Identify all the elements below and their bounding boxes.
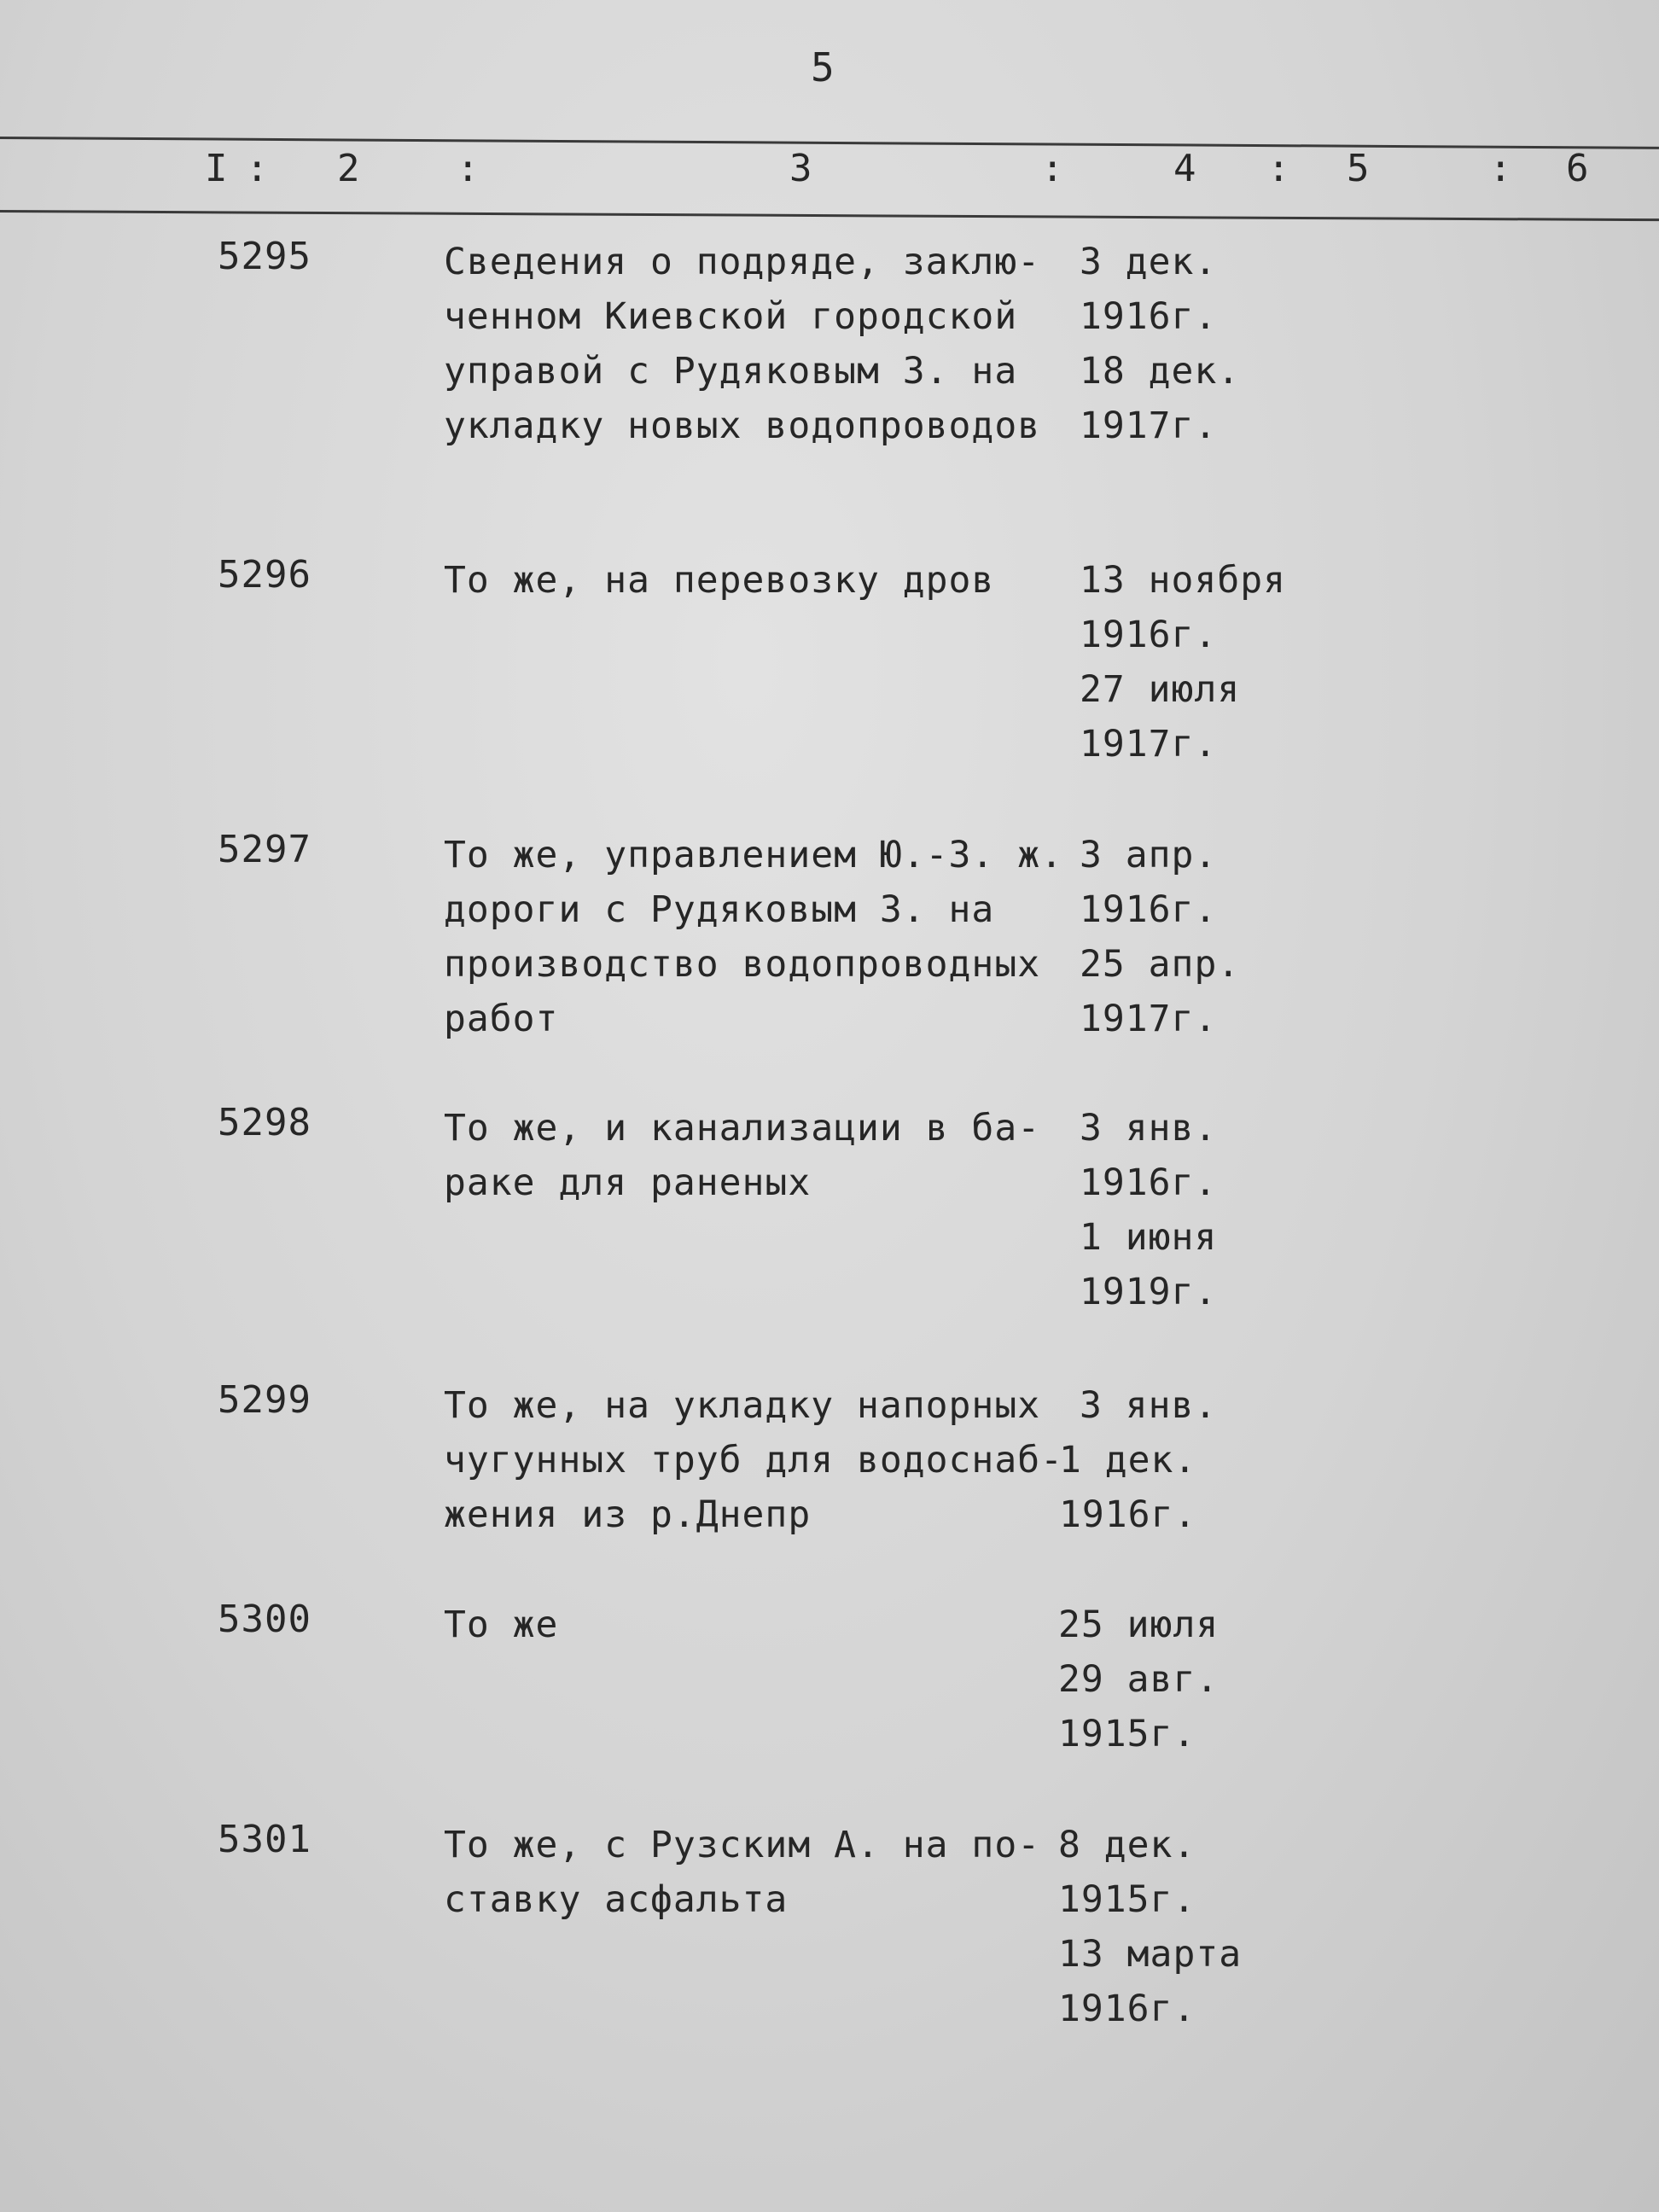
date-line: 29 авг. xyxy=(1058,1658,1220,1701)
description-line: дороги с Рудяковым З. на xyxy=(444,888,995,931)
entry-dates xyxy=(1058,1818,1331,2036)
date-line: 25 апр. xyxy=(1080,943,1241,986)
date-line: 25 июля xyxy=(1058,1604,1220,1646)
description-line: управой с Рудяковым З. на xyxy=(444,350,1018,393)
description-line: То же, с Рузским А. на по- xyxy=(444,1824,1041,1866)
entry-description xyxy=(444,1101,1075,1210)
entry-description xyxy=(444,828,1075,1046)
entry-number: 5298 xyxy=(218,1101,311,1144)
date-line: 13 марта xyxy=(1058,1933,1243,1976)
column-header-5: 5 xyxy=(1347,147,1370,190)
description-line: Сведения о подряде, заклю- xyxy=(444,241,1041,283)
entry-dates xyxy=(1080,828,1353,1046)
date-line: 3 апр. xyxy=(1080,834,1218,876)
entry-number: 5297 xyxy=(218,828,311,871)
entry-description xyxy=(444,553,1075,608)
entry-number: 5296 xyxy=(218,553,311,597)
entry-description xyxy=(444,1378,1075,1542)
column-header-4: 4 xyxy=(1173,147,1196,190)
entry-number: 5300 xyxy=(218,1598,311,1641)
date-line: 1919г. xyxy=(1080,1271,1218,1313)
entry-number: 5295 xyxy=(218,235,311,278)
column-separator: : xyxy=(1489,147,1512,190)
date-line: 1916г. xyxy=(1059,1493,1197,1536)
entry-description xyxy=(444,235,1075,453)
entry-dates xyxy=(1059,1378,1353,1542)
description-line: работ xyxy=(444,998,559,1040)
date-line: 8 дек. xyxy=(1058,1824,1196,1866)
date-line: 1915г. xyxy=(1058,1878,1196,1921)
entry-dates xyxy=(1058,1598,1331,1761)
description-line: жения из р.Днепр xyxy=(444,1493,812,1536)
date-line: 1917г. xyxy=(1080,405,1218,447)
description-line: ченном Киевской городской xyxy=(444,295,1018,338)
description-line: То же, на укладку напорных xyxy=(444,1384,1041,1427)
description-line: То же, управлением Ю.-З. ж. xyxy=(444,834,1063,876)
entry-description xyxy=(444,1818,1075,1927)
date-line: 1916г. xyxy=(1080,1161,1218,1204)
description-line: ставку асфальта xyxy=(444,1878,789,1921)
entry-dates xyxy=(1080,235,1353,453)
date-line: 27 июля xyxy=(1080,668,1241,711)
description-line: производство водопроводных xyxy=(444,943,1041,986)
date-line: 1917г. xyxy=(1080,723,1218,765)
entry-dates xyxy=(1080,1101,1353,1319)
description-line: То же, на перевозку дров xyxy=(444,559,995,602)
description-line: чугунных труб для водоснаб- xyxy=(444,1439,1063,1481)
description-line: То же xyxy=(444,1604,559,1646)
column-header-6: 6 xyxy=(1566,147,1589,190)
column-separator: : xyxy=(246,147,269,190)
date-line: 3 янв. xyxy=(1080,1107,1218,1150)
page-number: 5 xyxy=(811,44,836,90)
column-separator: : xyxy=(457,147,480,190)
date-line: 18 дек. xyxy=(1080,350,1241,393)
description-line: укладку новых водопроводов xyxy=(444,405,1041,447)
description-line: раке для раненых xyxy=(444,1161,812,1204)
entry-number: 5301 xyxy=(218,1818,311,1861)
date-line: 3 янв. xyxy=(1080,1384,1218,1427)
date-line: 1 дек. xyxy=(1059,1439,1197,1481)
entry-dates xyxy=(1080,553,1353,771)
date-line: 1916г. xyxy=(1080,888,1218,931)
date-line: 1916г. xyxy=(1080,295,1218,338)
date-line: 1 июня xyxy=(1080,1216,1218,1259)
column-header-3: 3 xyxy=(789,147,812,190)
entry-number: 5299 xyxy=(218,1378,311,1422)
column-separator: : xyxy=(1267,147,1290,190)
date-line: 3 дек. xyxy=(1080,241,1218,283)
column-header-1: I xyxy=(205,147,228,190)
date-line: 1916г. xyxy=(1080,614,1218,656)
date-line: 13 ноября xyxy=(1080,559,1286,602)
description-line: То же, и канализации в ба- xyxy=(444,1107,1041,1150)
column-separator: : xyxy=(1041,147,1064,190)
column-header-2: 2 xyxy=(337,147,360,190)
date-line: 1915г. xyxy=(1058,1713,1196,1755)
date-line: 1916г. xyxy=(1058,1988,1196,2030)
entry-description xyxy=(444,1598,1075,1652)
table-header-bottom-rule xyxy=(0,210,1659,221)
date-line: 1917г. xyxy=(1080,998,1218,1040)
